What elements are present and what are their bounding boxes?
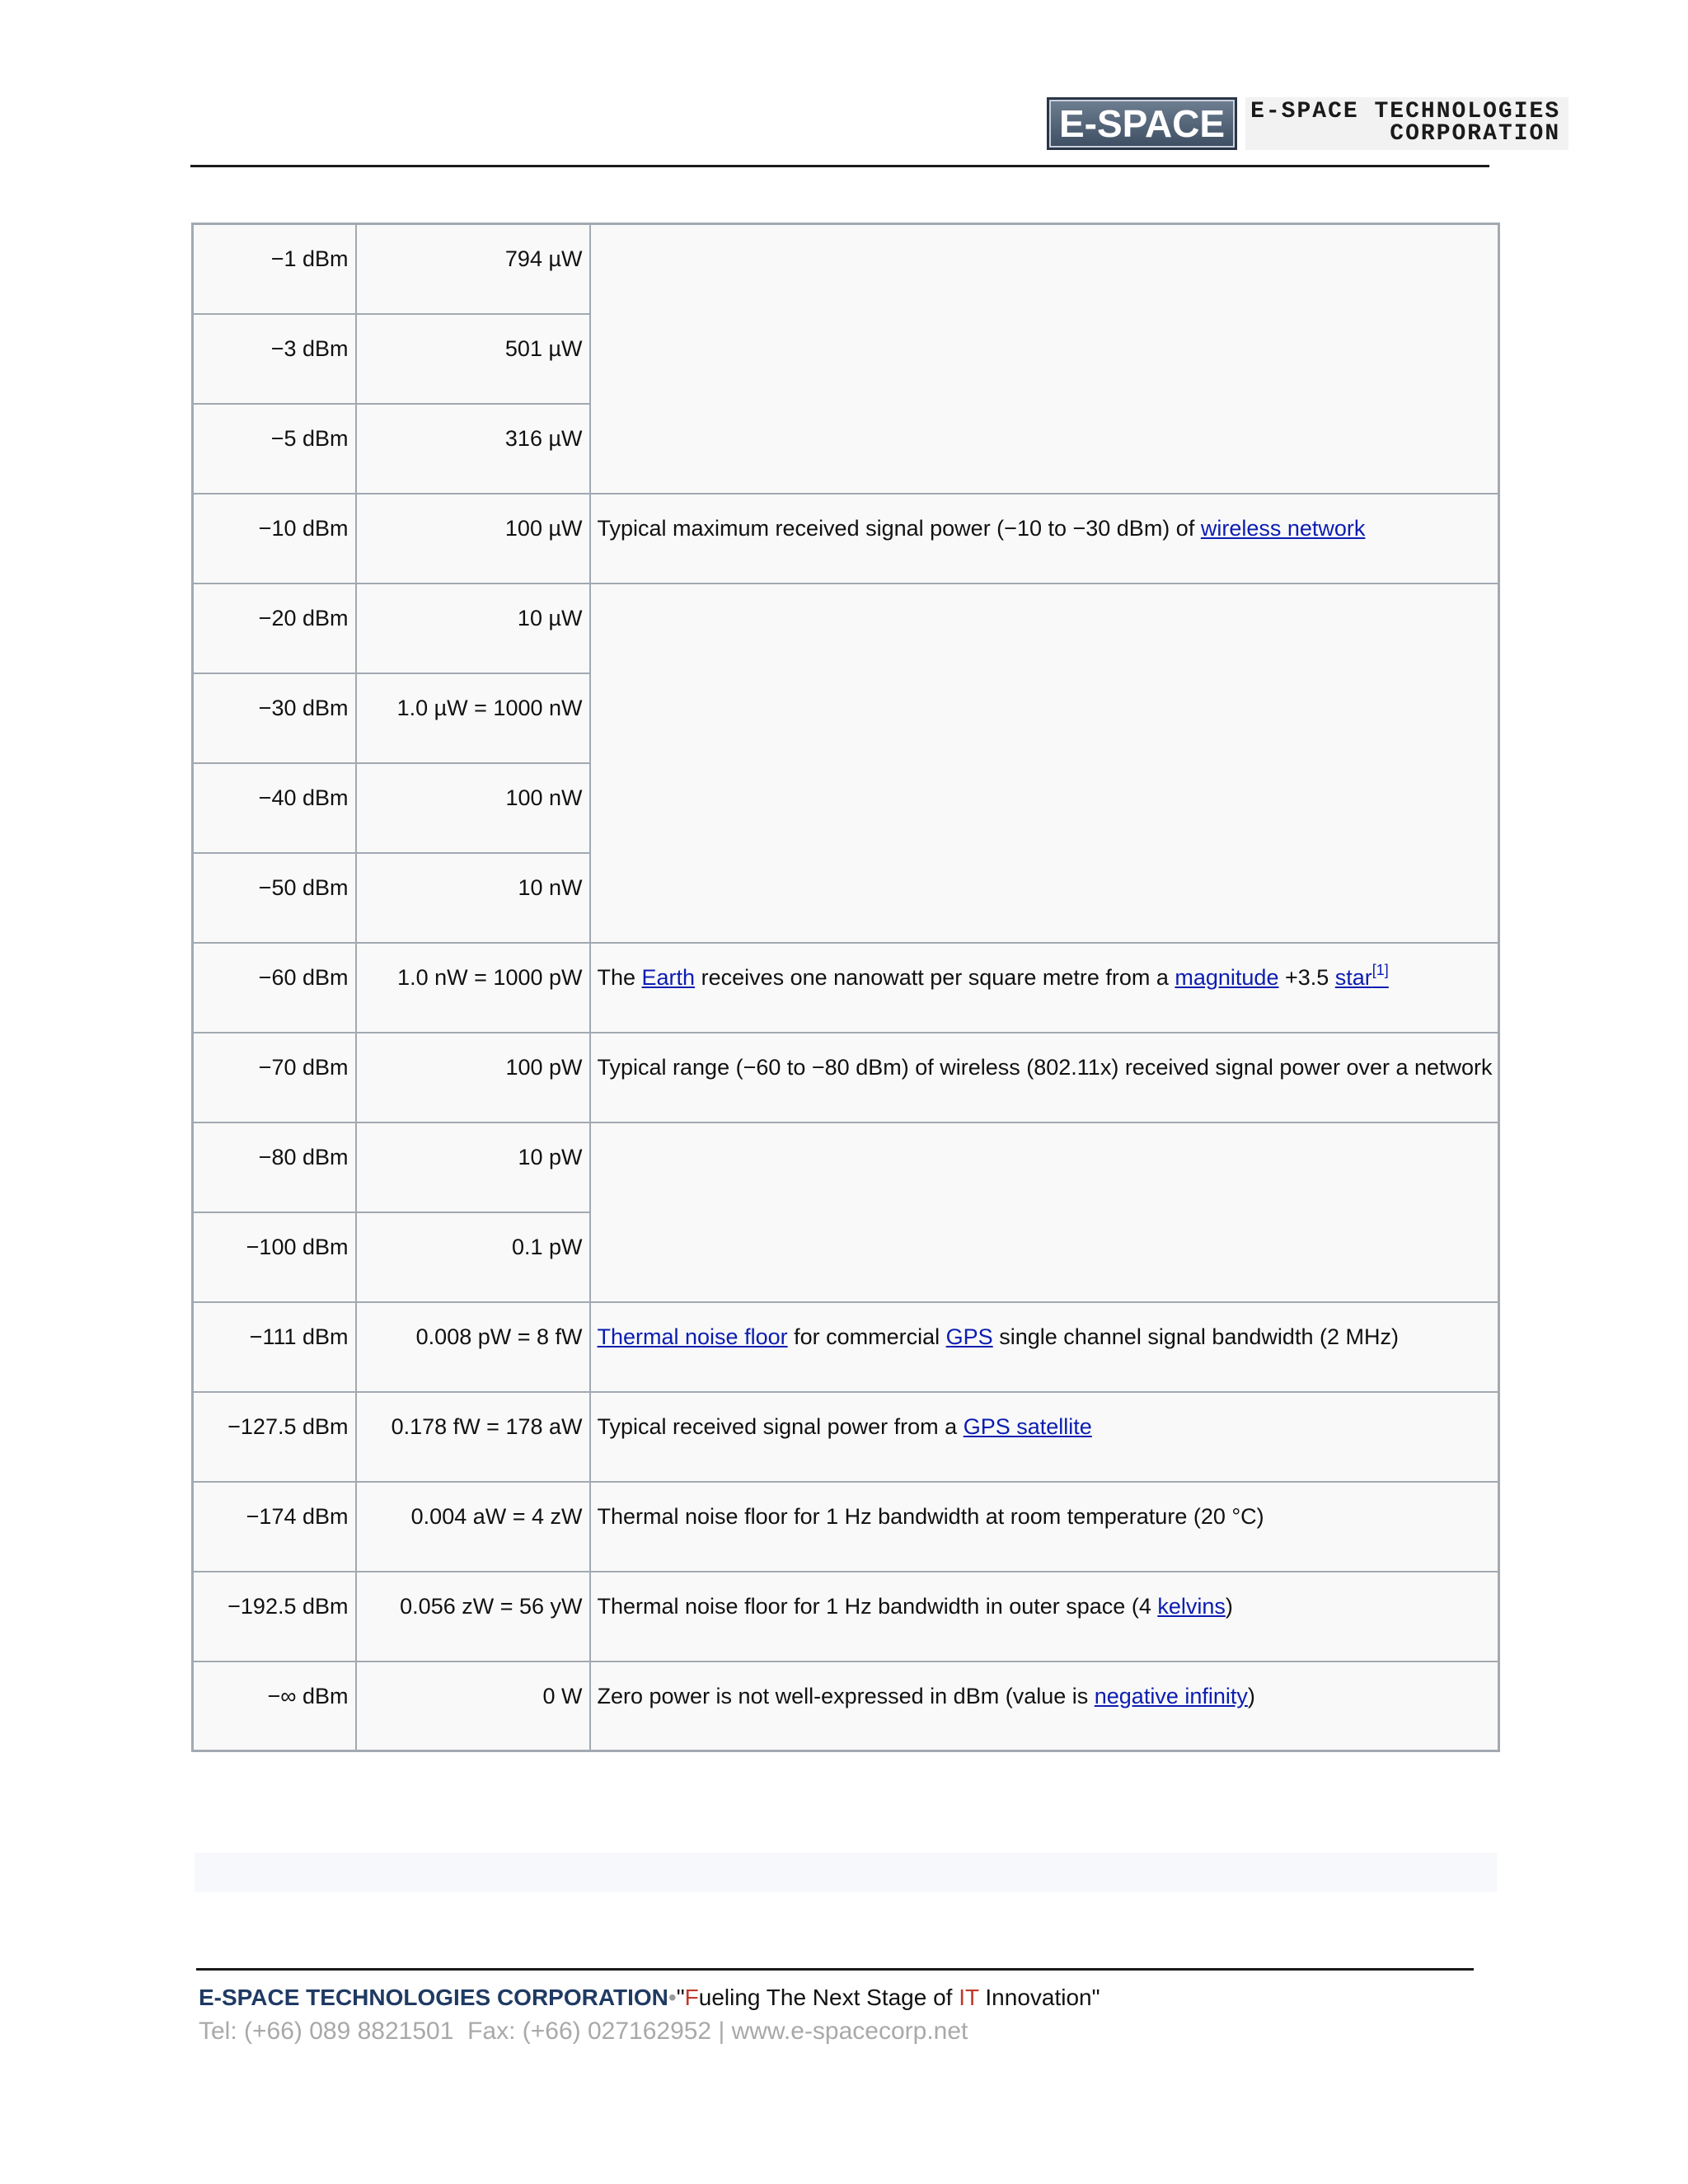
power-cell: 0 W <box>356 1661 590 1751</box>
power-cell: 100 µW <box>356 494 590 583</box>
footer-company-name: E-SPACE TECHNOLOGIES CORPORATION <box>199 1985 668 2010</box>
slogan-accent-f: F <box>684 1985 699 2010</box>
power-cell: 10 nW <box>356 853 590 943</box>
power-cell: 316 µW <box>356 404 590 494</box>
dbm-cell: −60 dBm <box>193 943 356 1033</box>
dbm-cell: −3 dBm <box>193 314 356 404</box>
bullet-separator: • <box>668 1985 677 2010</box>
table-row <box>193 494 1499 583</box>
dbm-cell: −127.5 dBm <box>193 1392 356 1482</box>
power-cell: 501 µW <box>356 314 590 404</box>
footer-contact: Tel: (+66) 089 8821501 Fax: (+66) 027162952 | www.e-spacecorp.net <box>199 2018 968 2045</box>
power-cell: 0.008 pW = 8 fW <box>356 1302 590 1392</box>
description-cell <box>590 1122 1499 1302</box>
earth-link[interactable]: Earth <box>641 964 696 990</box>
dbm-cell: −30 dBm <box>193 673 356 763</box>
table-row <box>193 1302 1499 1392</box>
desc-text: +3.5 <box>1278 964 1335 990</box>
logo-wordmark <box>1245 97 1568 150</box>
footer-tagline <box>199 1983 1100 2013</box>
header-divider <box>190 165 1489 167</box>
dbm-cell: −100 dBm <box>193 1212 356 1302</box>
dbm-cell: −80 dBm <box>193 1122 356 1212</box>
description-cell <box>590 1572 1499 1661</box>
power-cell: 100 pW <box>356 1033 590 1122</box>
desc-text: Typical maximum received signal power (−10 to −30 dBm) of <box>597 515 1201 541</box>
power-cell: 794 µW <box>356 224 590 314</box>
footer-divider <box>196 1968 1474 1971</box>
dbm-power-table <box>191 223 1500 1752</box>
description-cell <box>590 1661 1499 1751</box>
power-cell: 100 nW <box>356 763 590 853</box>
dbm-cell: −5 dBm <box>193 404 356 494</box>
dbm-cell: −10 dBm <box>193 494 356 583</box>
star-link[interactable] <box>1334 961 1389 990</box>
thermal-noise-floor-link[interactable]: Thermal noise floor <box>597 1324 788 1349</box>
description-cell <box>590 224 1499 494</box>
power-cell: 0.178 fW = 178 aW <box>356 1392 590 1482</box>
reference-marker: [1] <box>1372 961 1389 978</box>
table-row <box>193 1122 1499 1212</box>
desc-text: Typical range (−60 to −80 dBm) of wireless (802.11x) received signal power over a network <box>597 1054 1493 1080</box>
slogan-text: ueling The Next Stage of <box>698 1985 959 2010</box>
slogan-quote: " <box>676 1985 685 2010</box>
description-cell <box>590 1302 1499 1392</box>
table-row <box>193 224 1499 314</box>
desc-text: Zero power is not well-expressed in dBm (value is <box>597 1683 1095 1708</box>
power-cell: 0.004 aW = 4 zW <box>356 1482 590 1572</box>
table-row <box>193 943 1499 1033</box>
description-cell <box>590 583 1499 943</box>
dbm-cell: −111 dBm <box>193 1302 356 1392</box>
logo-mark: E-SPACE <box>1047 97 1237 150</box>
desc-text: Typical received signal power from a <box>597 1413 964 1439</box>
desc-text: The <box>597 964 642 990</box>
dbm-cell: −1 dBm <box>193 224 356 314</box>
wireless-network-link[interactable]: wireless network <box>1200 515 1366 541</box>
negative-infinity-link[interactable]: negative infinity <box>1094 1683 1248 1708</box>
desc-text: ) <box>1247 1683 1255 1708</box>
power-cell: 0.056 zW = 56 yW <box>356 1572 590 1661</box>
star-link-text: star <box>1334 964 1372 990</box>
desc-text: single channel signal bandwidth (2 MHz) <box>992 1324 1399 1349</box>
power-cell: 10 µW <box>356 583 590 673</box>
gps-link[interactable]: GPS <box>945 1324 993 1349</box>
logo-line-2: CORPORATION <box>1390 121 1561 147</box>
table-row <box>193 1392 1499 1482</box>
desc-text: for commercial <box>787 1324 946 1349</box>
description-cell <box>590 1392 1499 1482</box>
power-cell: 1.0 µW = 1000 nW <box>356 673 590 763</box>
desc-text: ) <box>1225 1593 1233 1619</box>
description-cell <box>590 943 1499 1033</box>
slogan-accent-it: IT <box>959 1985 979 2010</box>
dbm-cell: −20 dBm <box>193 583 356 673</box>
description-cell <box>590 494 1499 583</box>
dbm-cell: −50 dBm <box>193 853 356 943</box>
logo-line-1: E-SPACE TECHNOLOGIES <box>1250 99 1561 124</box>
table-row <box>193 1661 1499 1751</box>
magnitude-link[interactable]: magnitude <box>1175 964 1279 990</box>
desc-text: Thermal noise floor for 1 Hz bandwidth in outer space (4 <box>597 1593 1158 1619</box>
description-cell <box>590 1482 1499 1572</box>
company-logo <box>1047 97 1568 150</box>
dbm-cell: −192.5 dBm <box>193 1572 356 1661</box>
power-cell: 0.1 pW <box>356 1212 590 1302</box>
description-cell <box>590 1033 1499 1122</box>
dbm-cell: −∞ dBm <box>193 1661 356 1751</box>
table-row <box>193 1033 1499 1122</box>
dbm-cell: −40 dBm <box>193 763 356 853</box>
slogan-end: Innovation" <box>978 1985 1100 2010</box>
desc-text: receives one nanowatt per square metre from a <box>695 964 1175 990</box>
blank-band <box>195 1853 1497 1892</box>
kelvins-link[interactable]: kelvins <box>1157 1593 1226 1619</box>
table-row <box>193 583 1499 673</box>
dbm-cell: −174 dBm <box>193 1482 356 1572</box>
table-row <box>193 1482 1499 1572</box>
dbm-cell: −70 dBm <box>193 1033 356 1122</box>
power-cell: 10 pW <box>356 1122 590 1212</box>
table-row <box>193 1572 1499 1661</box>
power-cell: 1.0 nW = 1000 pW <box>356 943 590 1033</box>
gps-satellite-link[interactable]: GPS satellite <box>963 1413 1092 1439</box>
desc-text: Thermal noise floor for 1 Hz bandwidth at room temperature (20 °C) <box>597 1503 1264 1529</box>
